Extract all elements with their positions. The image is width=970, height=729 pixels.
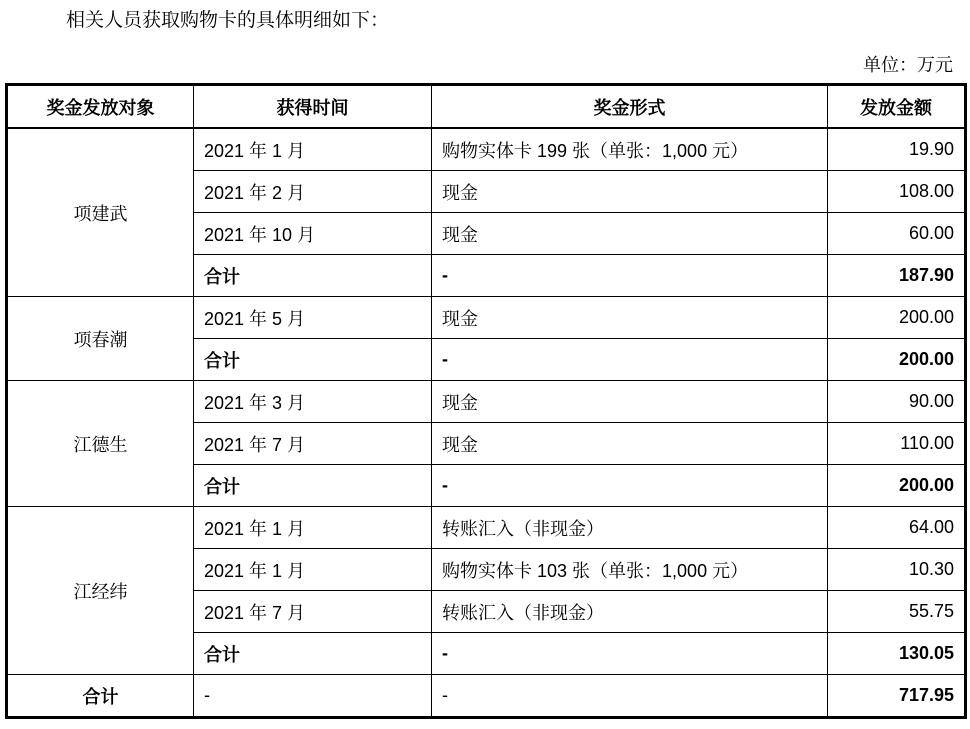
amount-cell: 90.00 bbox=[828, 381, 966, 423]
amount-cell: 108.00 bbox=[828, 171, 966, 213]
form-cell: 现金 bbox=[432, 171, 828, 213]
time-cell: 2021 年 1 月 bbox=[194, 128, 432, 171]
subtotal-amount: 200.00 bbox=[828, 465, 966, 507]
subtotal-label: 合计 bbox=[194, 633, 432, 675]
time-cell: 2021 年 2 月 bbox=[194, 171, 432, 213]
header-amount: 发放金额 bbox=[828, 85, 966, 129]
subtotal-amount: 187.90 bbox=[828, 255, 966, 297]
form-cell: 现金 bbox=[432, 423, 828, 465]
form-cell: 购物实体卡 103 张（单张：1,000 元） bbox=[432, 549, 828, 591]
grand-total-time: - bbox=[194, 675, 432, 718]
form-cell: 购物实体卡 199 张（单张：1,000 元） bbox=[432, 128, 828, 171]
bonus-detail-table bbox=[5, 83, 967, 719]
subtotal-form: - bbox=[432, 465, 828, 507]
grand-total-label: 合计 bbox=[7, 675, 194, 718]
unit-label: 单位：万元 bbox=[863, 55, 953, 76]
table-row bbox=[7, 507, 966, 549]
subtotal-form: - bbox=[432, 633, 828, 675]
form-cell: 现金 bbox=[432, 381, 828, 423]
recipient-name: 江经纬 bbox=[7, 507, 194, 675]
time-cell: 2021 年 1 月 bbox=[194, 549, 432, 591]
grand-total-form: - bbox=[432, 675, 828, 718]
recipient-name: 项建武 bbox=[7, 128, 194, 297]
amount-cell: 19.90 bbox=[828, 128, 966, 171]
table-row bbox=[7, 381, 966, 423]
grand-total-row bbox=[7, 675, 966, 718]
subtotal-label: 合计 bbox=[194, 339, 432, 381]
form-cell: 转账汇入（非现金） bbox=[432, 591, 828, 633]
subtotal-amount: 200.00 bbox=[828, 339, 966, 381]
time-cell: 2021 年 5 月 bbox=[194, 297, 432, 339]
table-header-row bbox=[7, 85, 966, 129]
intro-text: 相关人员获取购物卡的具体明细如下： bbox=[66, 9, 390, 31]
time-cell: 2021 年 7 月 bbox=[194, 591, 432, 633]
time-cell: 2021 年 3 月 bbox=[194, 381, 432, 423]
header-form: 奖金形式 bbox=[432, 85, 828, 129]
subtotal-label: 合计 bbox=[194, 255, 432, 297]
header-recipient: 奖金发放对象 bbox=[7, 85, 194, 129]
subtotal-form: - bbox=[432, 339, 828, 381]
time-cell: 2021 年 10 月 bbox=[194, 213, 432, 255]
amount-cell: 60.00 bbox=[828, 213, 966, 255]
subtotal-amount: 130.05 bbox=[828, 633, 966, 675]
amount-cell: 110.00 bbox=[828, 423, 966, 465]
form-cell: 现金 bbox=[432, 297, 828, 339]
recipient-name: 江德生 bbox=[7, 381, 194, 507]
amount-cell: 10.30 bbox=[828, 549, 966, 591]
time-cell: 2021 年 7 月 bbox=[194, 423, 432, 465]
header-time: 获得时间 bbox=[194, 85, 432, 129]
amount-cell: 200.00 bbox=[828, 297, 966, 339]
time-cell: 2021 年 1 月 bbox=[194, 507, 432, 549]
table-row bbox=[7, 297, 966, 339]
subtotal-label: 合计 bbox=[194, 465, 432, 507]
form-cell: 转账汇入（非现金） bbox=[432, 507, 828, 549]
amount-cell: 64.00 bbox=[828, 507, 966, 549]
amount-cell: 55.75 bbox=[828, 591, 966, 633]
subtotal-form: - bbox=[432, 255, 828, 297]
grand-total-amount: 717.95 bbox=[828, 675, 966, 718]
table-row bbox=[7, 128, 966, 171]
form-cell: 现金 bbox=[432, 213, 828, 255]
recipient-name: 项春潮 bbox=[7, 297, 194, 381]
